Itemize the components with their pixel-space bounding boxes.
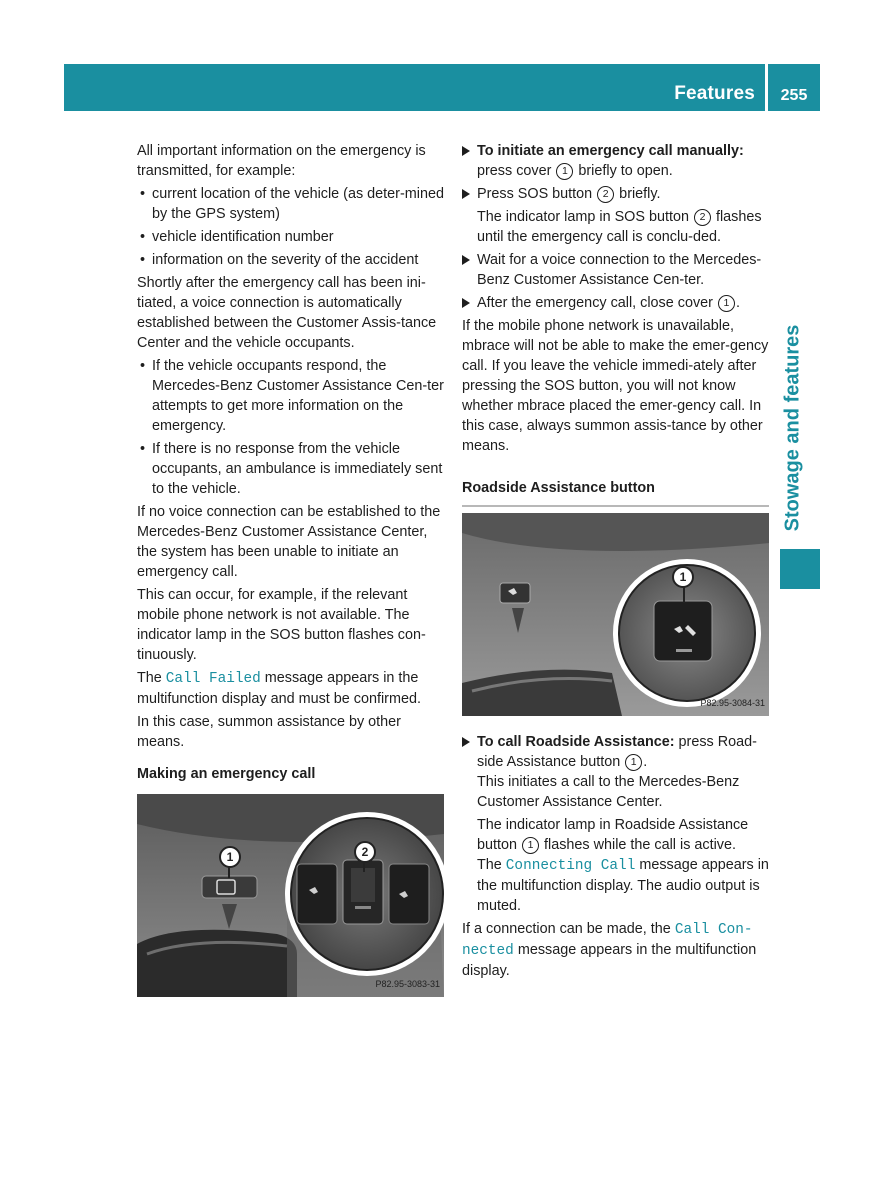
call-failed-message: Call Failed [165,671,261,687]
callout-1: 1 [672,566,694,588]
overhead-control-panel-photo [137,794,444,997]
voice-connection-paragraph: Shortly after the emergency call has been ini-tiated, a voice connection is automatically established between the Customer Assis-tance Center and the vehicle occupants. [137,275,437,351]
info-bullet: • information on the severity of the accident [137,250,445,270]
response-bullet: • If the vehicle occupants respond, the Mercedes-Benz Customer Assistance Cen-ter attempts to get more information on the emergency. [137,356,445,436]
arrow-icon [462,298,470,308]
callout-1: 1 [219,846,241,868]
left-column [137,141,445,997]
callout-number: 1 [556,163,573,180]
summon-paragraph: In this case, summon assistance by other means. [137,714,401,750]
no-voice-paragraph: If no voice connection can be established to the Mercedes-Benz Customer Assistance Center, the system has been unable to initiate an emergency call. [137,504,441,580]
right-column [462,141,769,984]
callout-number: 1 [625,754,642,771]
page-number: 255 [780,87,808,104]
step-detail: This initiates a call to the Mercedes-Benz Customer Assistance Center. [477,774,740,810]
call-failed-paragraph: The Call Failed message appears in the multifunction display and must be confirmed. [137,670,421,707]
chapter-tab-label: Stowage and features [781,324,804,532]
intro-paragraph: All important information on the emergency is transmitted, for example: [137,143,426,179]
arrow-icon [462,255,470,265]
callout-number: 2 [694,209,711,226]
info-bullet: • current location of the vehicle (as deter-mined by the GPS system) [137,184,445,224]
arrow-icon [462,146,470,156]
callout-number: 1 [718,295,735,312]
header-bar [64,64,765,111]
network-paragraph: This can occur, for example, if the relevant mobile phone network is not available. The indicator lamp in the SOS button flashes con-tinuously. [137,587,426,663]
page-number-box [768,64,820,111]
instruction-step: Wait for a voice connection to the Mercedes-Benz Customer Assistance Cen-ter. [462,250,769,290]
roadside-button-figure [462,513,769,716]
emergency-call-heading: Making an emergency call [137,766,316,782]
callout-number: 2 [597,186,614,203]
instruction-step: To call Roadside Assistance: press Road-side Assistance button 1 . This initiates a call to the Mercedes-Benz Customer Assistance Center. The indicator lamp in Roadside Assistance button 1 flashes while the call is active. The Connecting Call message appears in the multifunction display. The audio output is muted. [462,732,769,916]
chapter-tab-marker [780,549,820,589]
figure-caption: P82.95-3083-31 [375,979,440,989]
callout-number: 1 [522,837,539,854]
info-bullet: • vehicle identification number [137,227,445,247]
step-detail: The indicator lamp in SOS button 2 flashes until the emergency call is conclu-ded. [477,209,762,245]
connecting-call-message: Connecting Call [505,858,636,874]
sos-button-figure [137,794,444,997]
figure-caption: P82.95-3084-31 [700,698,765,708]
instruction-step: To initiate an emergency call manually: press cover 1 briefly to open. [462,141,769,181]
roadside-heading: Roadside Assistance button [462,478,769,507]
callout-2: 2 [354,841,376,863]
arrow-icon [462,189,470,199]
arrow-icon [462,737,470,747]
instruction-step: Press SOS button 2 briefly. The indicator lamp in SOS button 2 flashes until the emergency call is conclu-ded. [462,184,769,247]
step-detail: The Connecting Call message appears in the multifunction display. The audio output is muted. [477,857,769,914]
network-unavailable-paragraph: If the mobile phone network is unavailable, mbrace will not be able to make the emer-gency call. If you leave the vehicle immedi-ately after pressing the SOS button, you will not know whether mbrace placed the emer-gency call. In this case, always summon assis-tance by other means. [462,318,769,454]
roadside-button-photo [462,513,769,716]
response-bullet: • If there is no response from the vehicle occupants, an ambulance is immediately sent to the vehicle. [137,439,445,499]
call-connected-message: Call Con-nected [462,922,753,959]
instruction-step: After the emergency call, close cover 1 . [462,293,769,313]
section-title: Features [674,83,755,104]
call-connected-paragraph: If a connection can be made, the Call Con-nected message appears in the multifunction display. [462,921,757,979]
step-detail: The indicator lamp in Roadside Assistance button 1 flashes while the call is active. [477,817,749,853]
